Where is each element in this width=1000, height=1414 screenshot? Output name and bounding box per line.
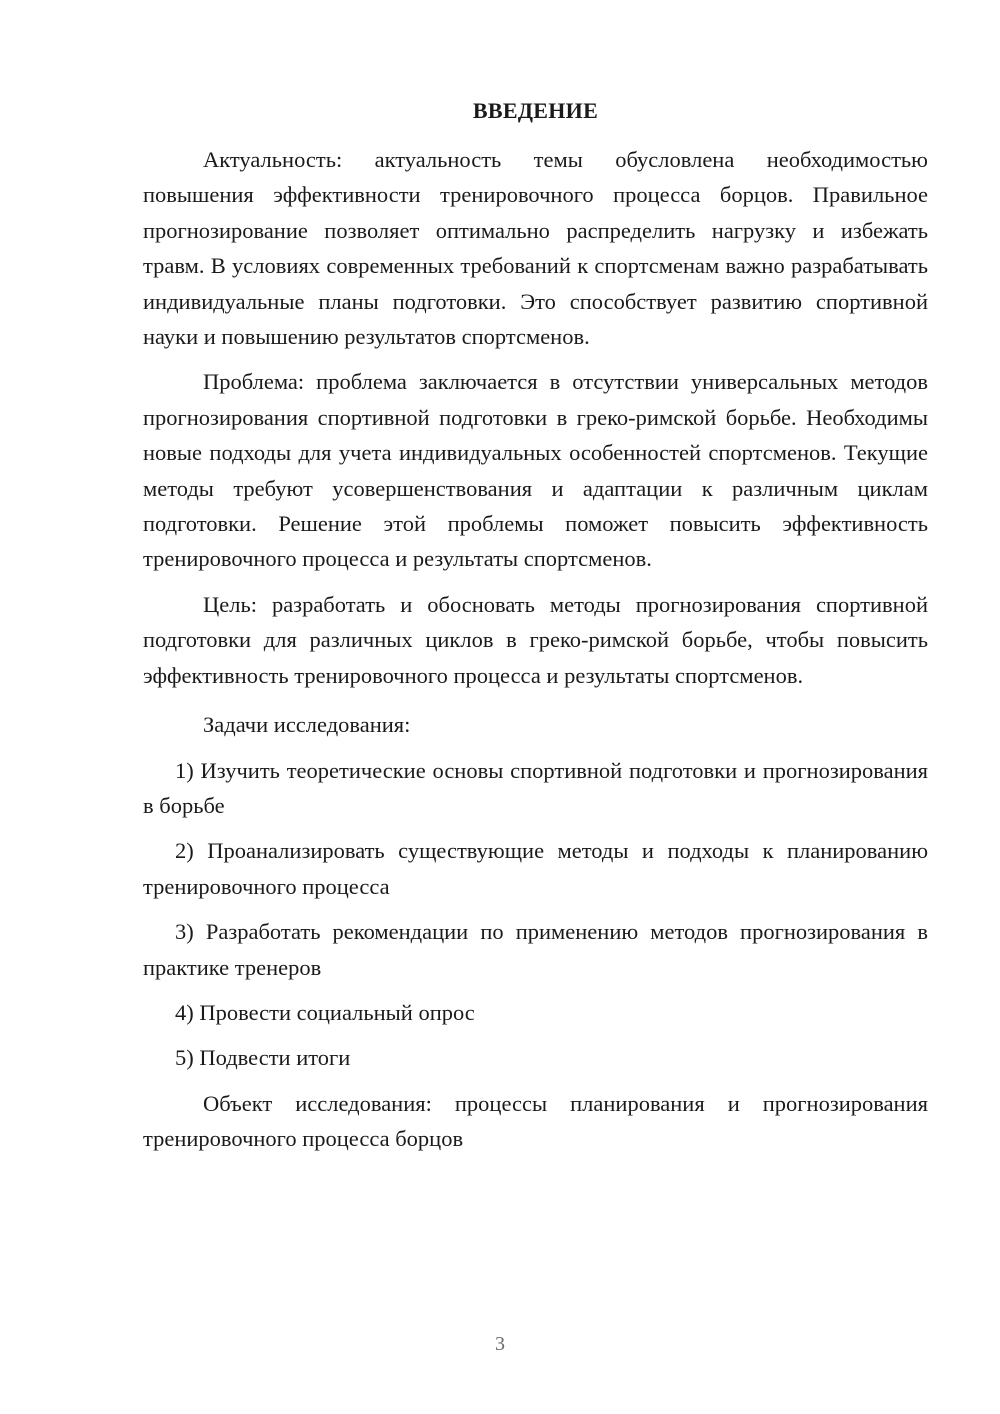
task-item: 3) Разработать рекомендации по применению методов прогнозирования в практике тренеров	[143, 919, 928, 980]
relevance-paragraph: Актуальность: актуальность темы обусловлена необходимостью повышения эффективности тренировочного процесса борцов. Правильное прогнозирование позволяет оптимально распределить нагрузку и избежать травм. В условиях современных требований к спортсменам важно разрабатывать индивидуальные планы подготовки. Это способствует развитию спортивной науки и повышению результатов спортсменов.	[143, 147, 928, 350]
object-paragraph: Объект исследования: процессы планирования и прогнозирования тренировочного процесса борцов	[143, 1090, 928, 1152]
task-item: 5) Подвести итоги	[175, 1045, 351, 1071]
task-item: 2) Проанализировать существующие методы и подходы к планированию тренировочного процесса	[143, 838, 928, 899]
tasks-list	[143, 753, 928, 1076]
tasks-intro: Задачи исследования:	[203, 712, 411, 738]
section-heading: ВВЕДЕНИЕ	[472, 98, 599, 123]
page-number: 3	[495, 1333, 505, 1355]
task-item: 4) Провести социальный опрос	[175, 999, 475, 1025]
task-item: 1) Изучить теоретические основы спортивной подготовки и прогнозирования в борьбе	[143, 757, 928, 818]
page-content	[143, 94, 928, 1157]
problem-paragraph: Проблема: проблема заключается в отсутствии универсальных методов прогнозирования спортивной подготовки в греко-римской борьбе. Необходимы новые подходы для учета индивидуальных особенностей спортсменов. Текущие методы требуют усовершенствования и адаптации к различным циклам подготовки. Решение этой проблемы поможет повысить эффективность тренировочного процесса и результаты спортсменов.	[143, 369, 928, 572]
goal-paragraph: Цель: разработать и обосновать методы прогнозирования спортивной подготовки для различных циклов в греко-римской борьбе, чтобы повысить эффективность тренировочного процесса и результаты спортсменов.	[143, 591, 928, 688]
